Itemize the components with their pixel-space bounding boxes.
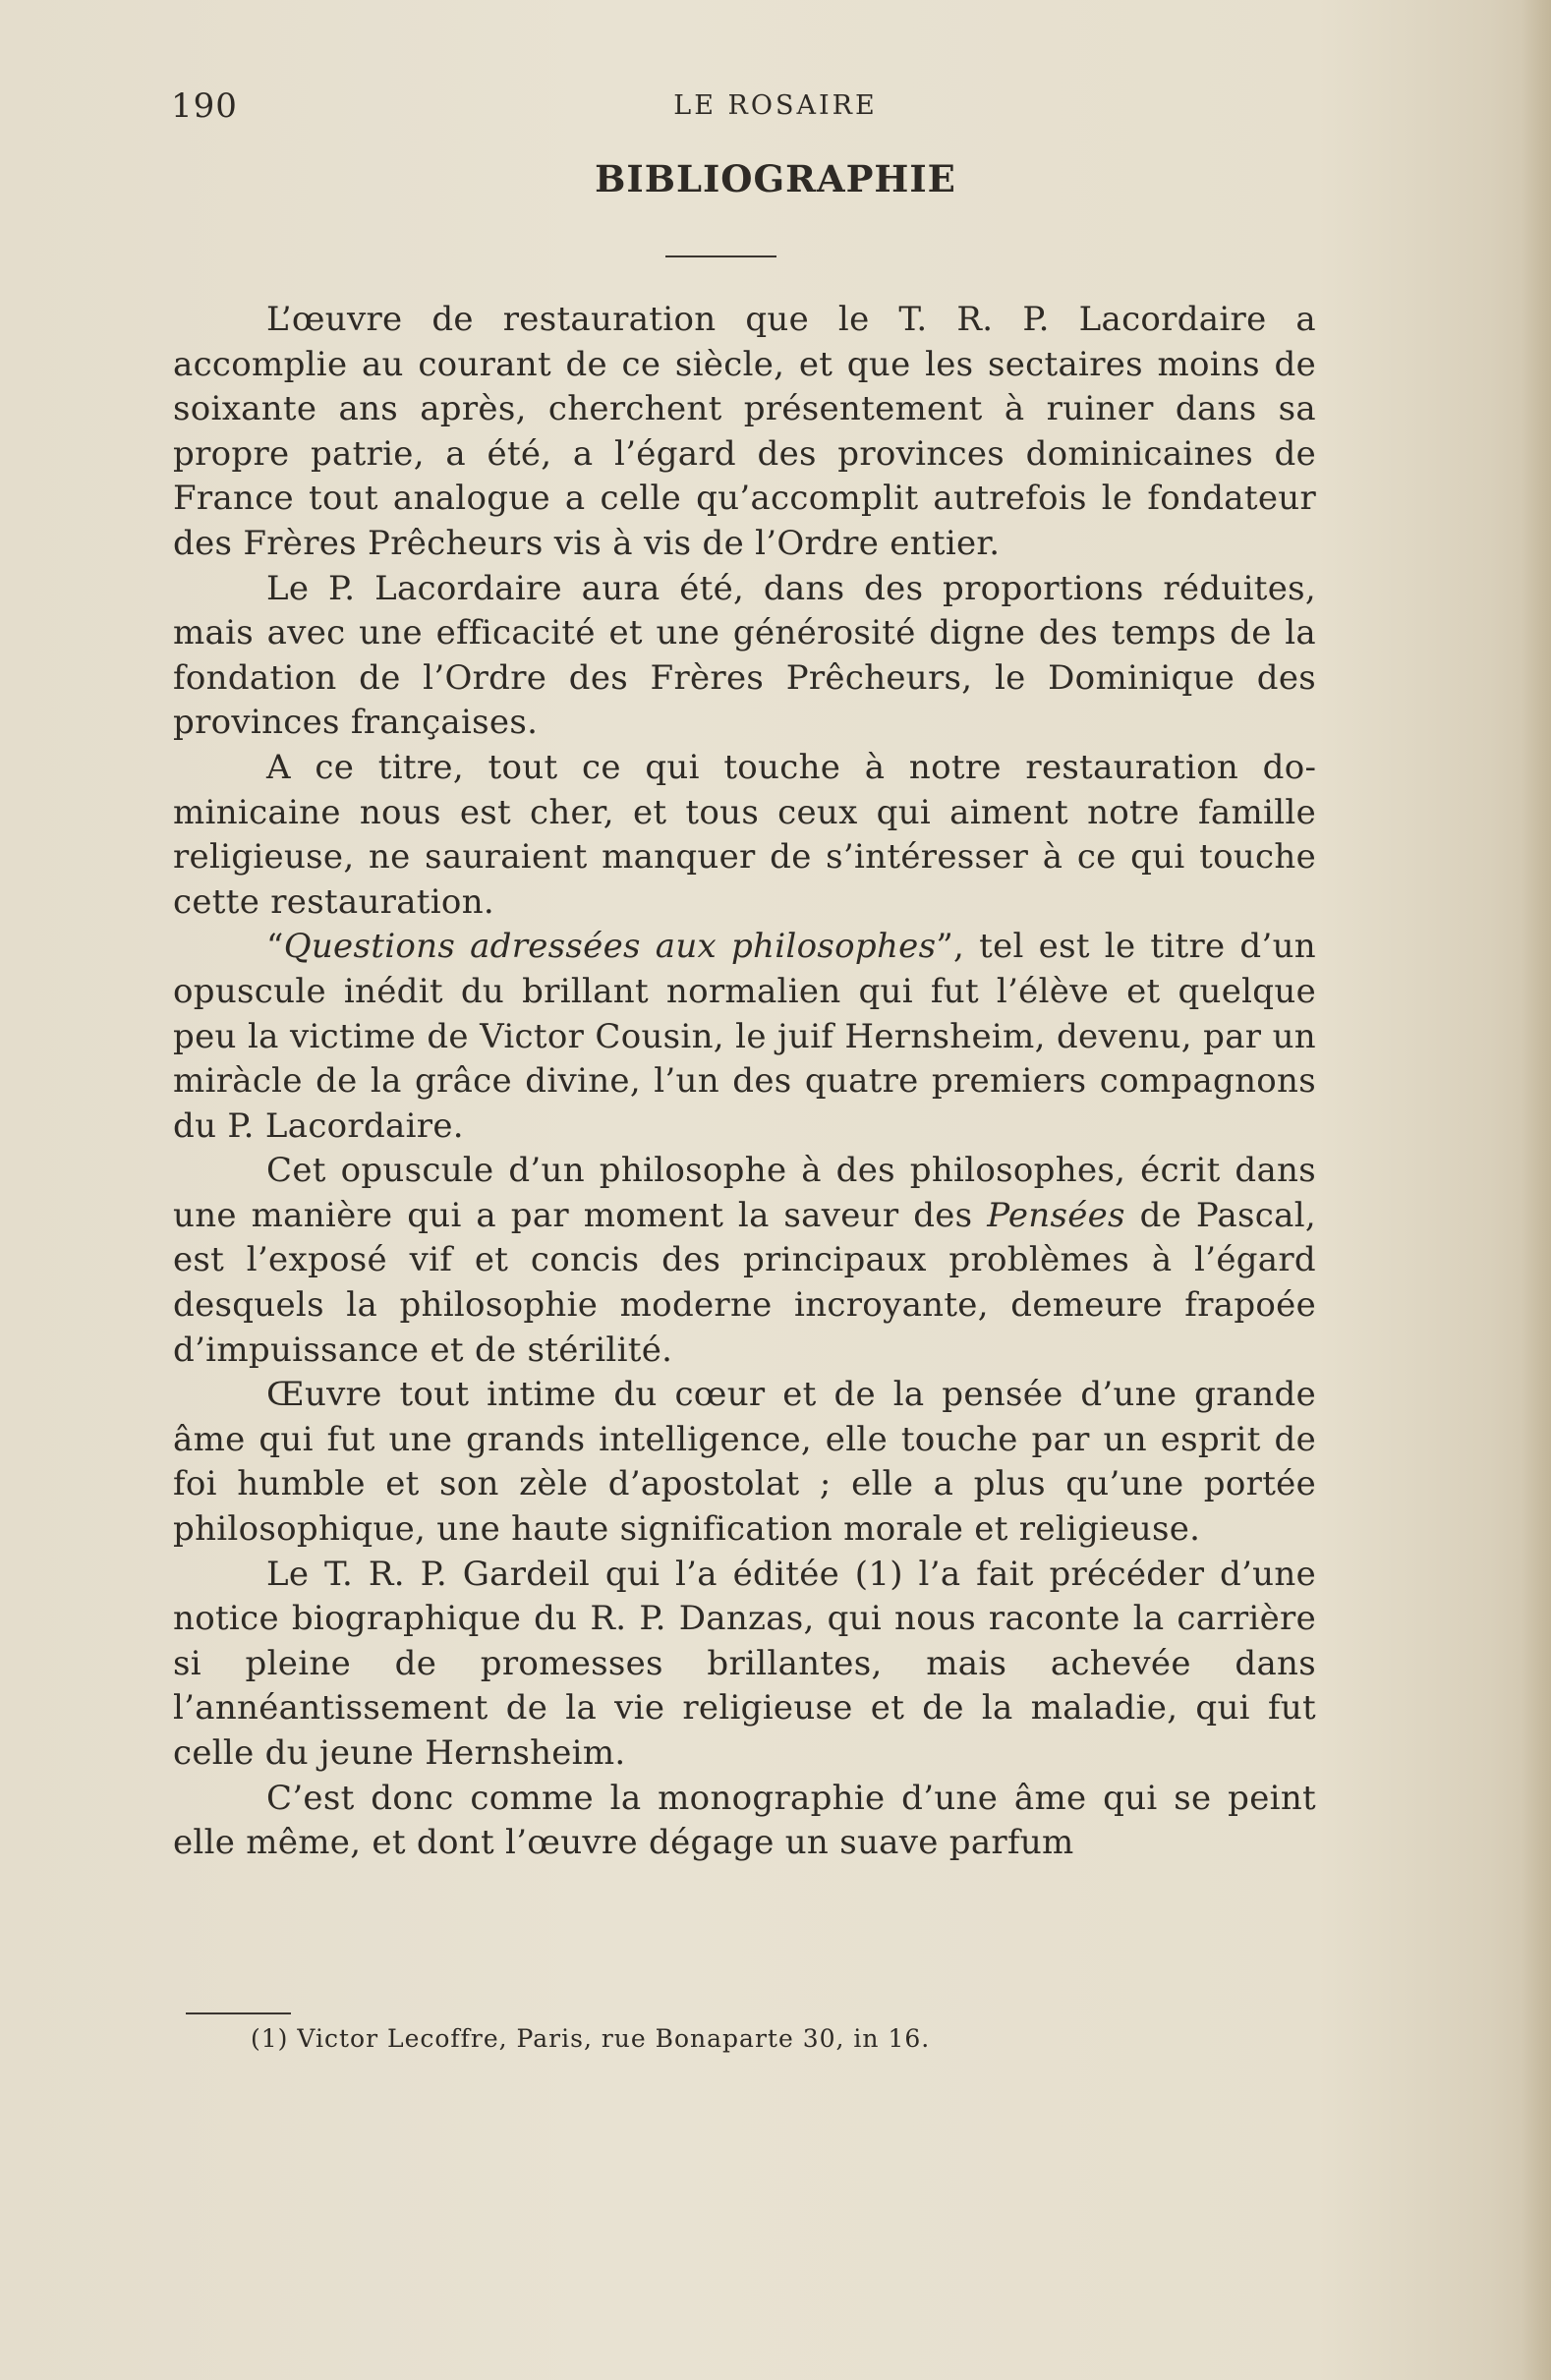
page-number: 190 (171, 86, 238, 126)
title-divider (665, 255, 776, 257)
footnote: (1) Victor Lecoffre, Paris, rue Bonaparte 30, in 16. (251, 2024, 931, 2053)
paragraph-7: Le T. R. P. Gardeil qui l’a éditée (1) l’a fait précéder d’une notice biographique du R. P. Danzas, qui nous raconte la carrière si pleine de promesses brillantes, mais achevée dans l’annéantissement de la vie religieuse et de la maladie, qui fut celle du jeune Hernsheim. (173, 1554, 1316, 1773)
paragraph-6: Œuvre tout intime du cœur et de la pensée d’une grande âme qui fut une grands intelligence, elle touche par un esprit de foi humble et son zèle d’apostolat ; elle a plus qu’une portée philosophique, une haute signification morale et religieuse. (173, 1375, 1316, 1550)
paragraph-1: L’œuvre de restauration que le T. R. P. Lacordaire a accomplie au courant de ce siècle, et que les sectaires moins de soixante ans après, cherchent présentement à ruiner dans sa propre patrie, a été, a l’égard des provinces dominicaines de France tout analogue a celle qu’accomplit autrefois le fondateur des Frères Prêcheurs vis à vis de l’Ordre entier. (173, 300, 1316, 563)
paragraph-4-text: ”, tel est le titre d’un opuscule inédit du brillant normalien qui fut l’élève et quelque peu la victime de Victor Cousin, le juif Hernsheim, devenu, par un miràcle de la grâce divine, l’un des quatre premiers compagnons du P. Lacordaire. (173, 927, 1316, 1146)
paragraph-8: C’est donc comme la monographie d’une âme qui se peint elle même, et dont l’œuvre dégage un suave parfum (173, 1778, 1316, 1863)
book-title: Questions adressées aux philosophes (283, 927, 937, 967)
article-body (173, 298, 1316, 1866)
pensees-title: Pensées (987, 1195, 1125, 1235)
paragraph-5-text-before: Cet opuscule d’un philosophe à des philosophes, écrit dans une manière qui a par moment la saveur des (173, 1151, 1316, 1235)
paragraph-4 (173, 925, 1316, 1149)
paragraph-5 (173, 1149, 1316, 1373)
running-title: LE ROSAIRE (673, 90, 878, 121)
paragraph-5-text-after: de Pascal, est l’exposé vif et concis des principaux problèmes à l’égard desquels la philosophie moderne incroyante, demeure frapoée d’impuissance et de stérilité. (173, 1195, 1316, 1370)
section-title: BIBLIOGRAPHIE (595, 157, 956, 200)
paragraph-3: A ce titre, tout ce qui touche à notre restauration dominicaine nous est cher, et tous ceux qui aiment notre famille religieuse, ne sauraient manquer de s’intéresser à ce qui touche cette restauration. (173, 747, 1316, 922)
footnote-divider (186, 2012, 291, 2014)
paragraph-4-quote-open: “ (266, 927, 284, 967)
page-edge-shadow (1522, 0, 1551, 2380)
paragraph-2: Le P. Lacordaire aura été, dans des proportions réduites, mais avec une efficacité et une générosité digne des temps de la fondation de l’Ordre des Frères Prêcheurs, le Dominique des provinces françaises. (173, 568, 1316, 743)
